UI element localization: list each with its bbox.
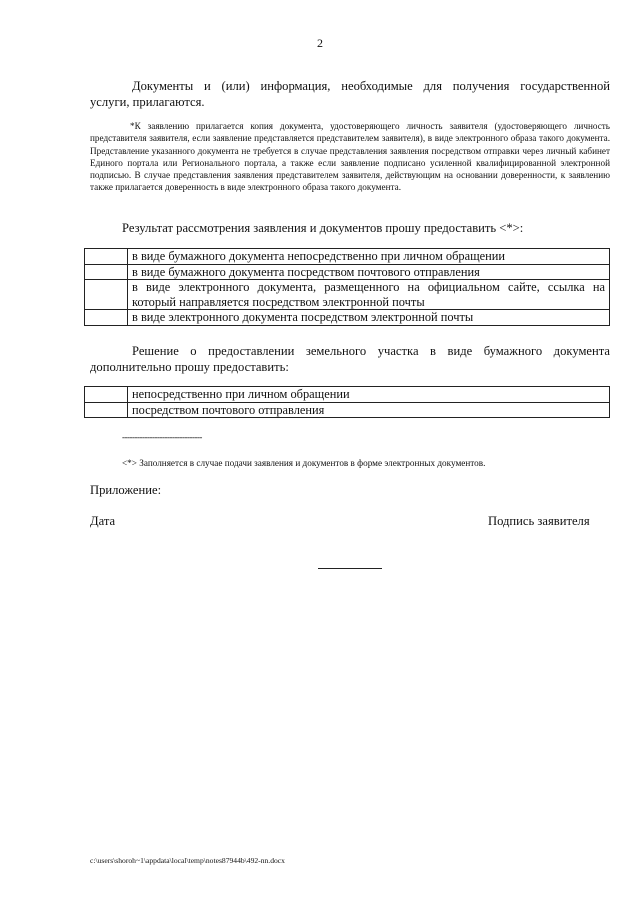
decision-line-1: Решение о предоставлении земельного участка в виде бумажного документа [132,344,610,358]
result-option-text-3: в виде электронного документа, размещенного на официальном сайте, ссылка на который направляется посредством электронной почты [128,280,610,310]
table-row [85,280,610,310]
documents-attached-line-1: Документы и (или) информация, необходимые для получения государственной [132,79,610,93]
page-number: 2 [317,36,323,50]
attachment-note-text: *К заявлению прилагается копия документа, удостоверяющего личность заявителя (удостоверяющего личность представителя заявителя, если заявление представляется представителем заявителя), в виде электронного образа такого документа. Представление указанного документа не требуется в случае представления заявления посредством отправки через личный кабинет Единого портала или Регионального портала, а также если заявление подписано усиленной квалифицированной электронной подписью. В случае представления заявления представителем заявителя, действующим на основании доверенности, к заявлению также прилагается доверенность в виде электронного образа такого документа. [90,121,610,193]
decision-option-checkbox-2[interactable] [85,402,128,418]
documents-attached-paragraph [90,78,610,110]
table-row [85,402,610,418]
result-option-checkbox-1[interactable] [85,249,128,265]
decision-options-table [84,386,610,418]
decision-option-checkbox-1[interactable] [85,387,128,403]
result-option-text-2: в виде бумажного документа посредством почтового отправления [128,264,610,280]
attachment-label: Приложение: [90,483,162,497]
table-row [85,310,610,326]
result-options-table [84,248,610,326]
result-option-checkbox-2[interactable] [85,264,128,280]
result-option-checkbox-3[interactable] [85,280,128,310]
decision-line-2: дополнительно прошу предоставить: [90,360,289,374]
table-row [85,264,610,280]
result-option-checkbox-4[interactable] [85,310,128,326]
attachment-note [90,120,610,194]
date-label: Дата [90,514,116,528]
file-path: c:\users\shoroh~1\appdata\local\temp\notes87944b\492-nn.docx [90,856,285,865]
documents-attached-line-2: услуги, прилагаются. [90,95,205,109]
footnote: <*> Заполняется в случае подачи заявления и документов в форме электронных документов. [122,458,486,468]
result-heading: Результат рассмотрения заявления и документов прошу предоставить <*>: [122,221,524,235]
decision-option-text-1: непосредственно при личном обращении [128,387,610,403]
table-row [85,387,610,403]
decision-paragraph [90,343,610,375]
result-option-text-4: в виде электронного документа посредством электронной почты [128,310,610,326]
signature-label: Подпись заявителя [488,514,590,528]
result-option-text-1: в виде бумажного документа непосредственно при личном обращении [128,249,610,265]
decision-option-text-2: посредством почтового отправления [128,402,610,418]
footnote-separator: -------------------------------- [122,432,202,442]
table-row [85,249,610,265]
end-rule [318,568,382,569]
